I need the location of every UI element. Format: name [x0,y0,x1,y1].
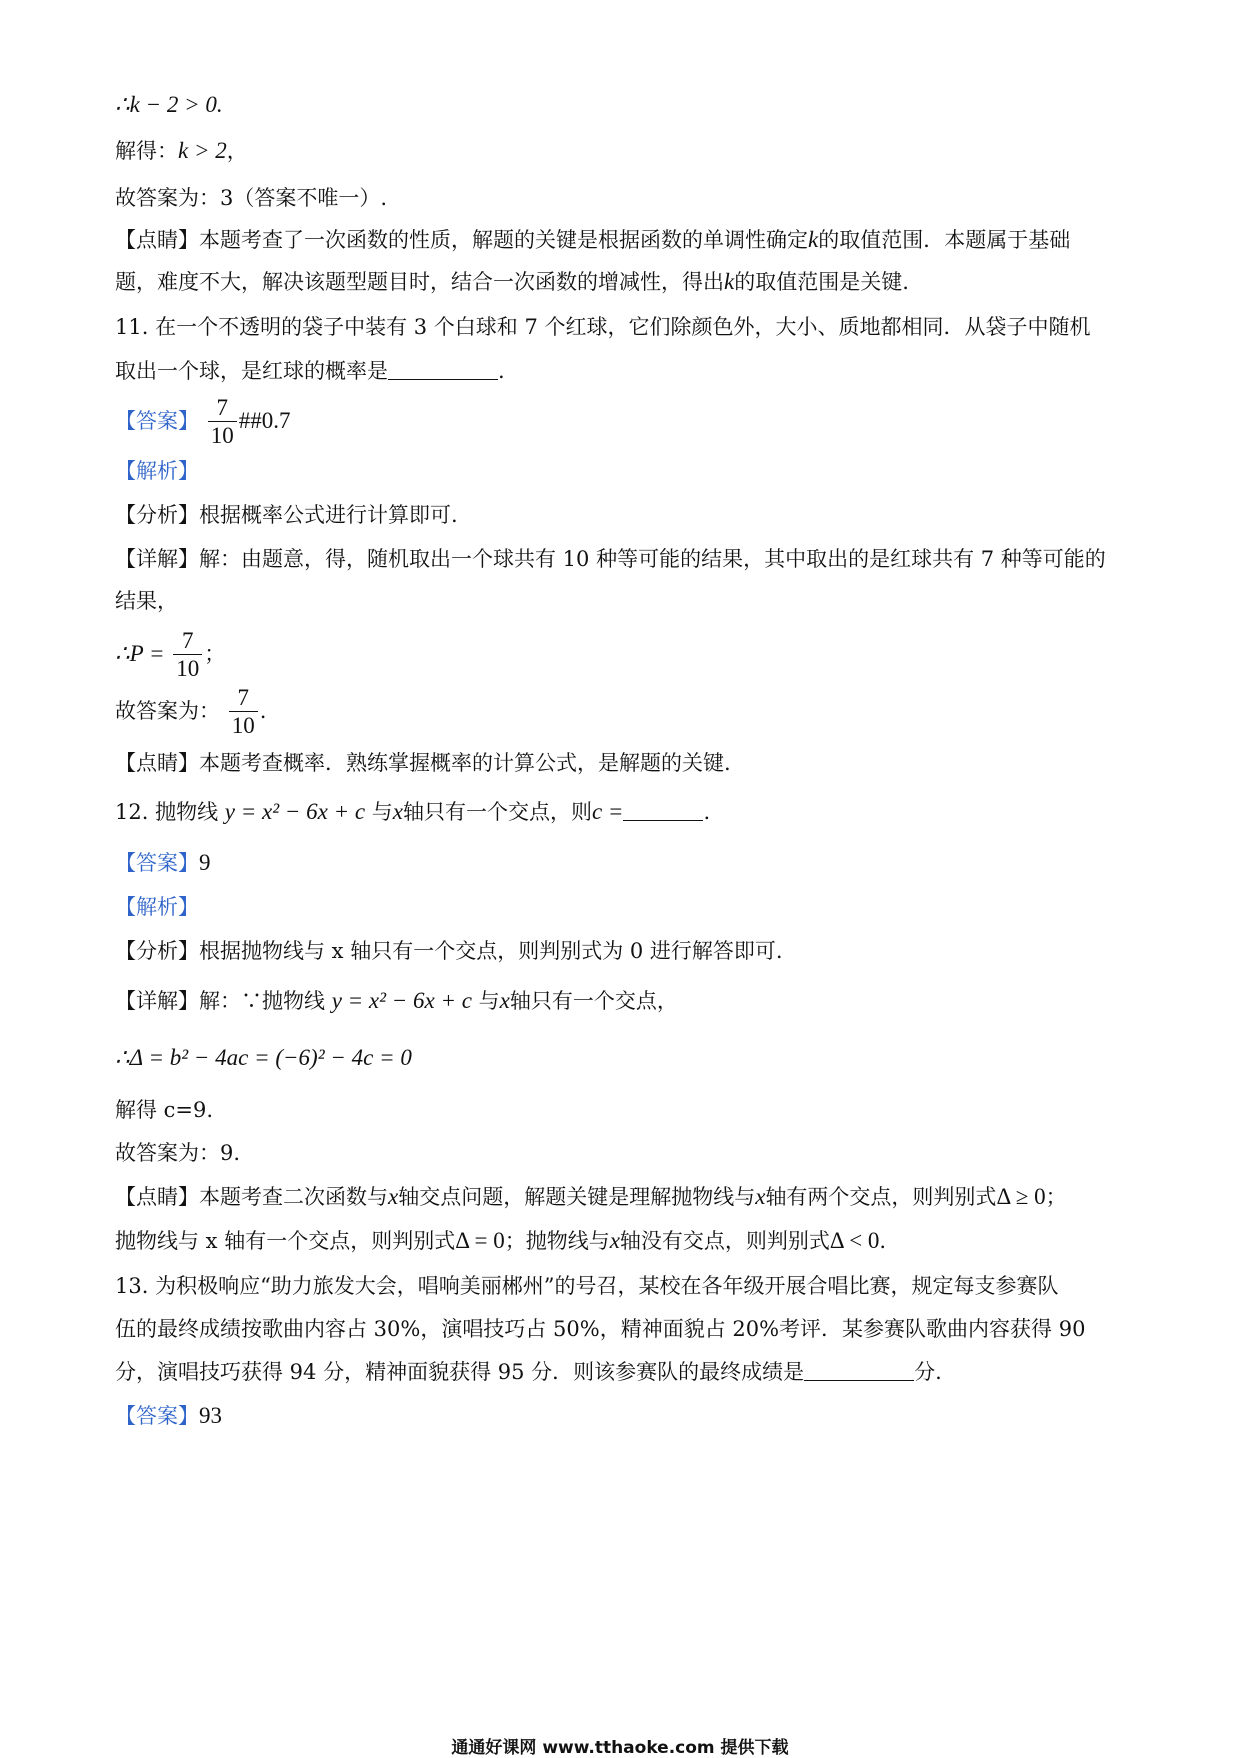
text: 轴交点问题，解题关键是理解抛物线与 [398,1185,756,1209]
text: 伍的最终成绩按歌曲内容占 30%，演唱技巧占 50%，精神面貌占 20%考评．某参赛队歌曲内容获得 90 [115,1317,1086,1341]
text: 解得 c=9. [115,1098,214,1122]
math-k: k [724,269,735,294]
text: 与 [371,800,393,824]
numerator: 7 [216,395,228,420]
math-x: x [499,988,510,1013]
answer-tag: 【答案】 [115,1404,199,1428]
text: . [259,699,267,723]
math-x: x [388,1184,399,1209]
text: 轴只有一个交点， [509,989,678,1013]
fraction-7-10 [208,395,237,450]
text: 轴没有交点，则判别式 [619,1229,830,1253]
q11-xiangjie-line1 [115,544,1106,574]
answer-blank [804,1358,914,1381]
q12-jiede [115,1095,213,1125]
q12-xiangjie [115,986,678,1016]
math-discriminant: ∴Δ = b² − 4ac = (−6)² − 4c = 0 [115,1045,412,1070]
q11-stem-line2 [115,356,505,386]
math-delta-lt-0: Δ < 0 [829,1228,880,1253]
text: . [498,359,505,383]
text: 故答案为：9. [115,1141,241,1165]
text: 【解析】 [115,895,199,919]
text: 的取值范围．本题属于基础 [818,228,1071,252]
denominator: 10 [173,654,202,683]
line-solve-k [115,136,248,166]
math-k-gt-2: k > 2 [178,138,227,163]
q11-p-line [115,626,225,683]
math-parabola: y = x² − 6x + c [224,799,366,824]
text: 抛物线与 x 轴有一个交点，则判别式 [115,1229,456,1253]
q11-analysis-tag [115,456,199,486]
text: 分，演唱技巧获得 94 分，精神面貌获得 95 分．则该参赛队的最终成绩是 [115,1360,805,1384]
q11-answer [115,393,290,450]
q11-dianjing [115,748,731,778]
math-x: x [755,1184,766,1209]
math-text: ∴k − 2 > 0. [115,92,223,117]
text: 12. 抛物线 [115,800,219,824]
math-delta-eq-0: Δ = 0 [455,1228,505,1253]
q12-answer [115,848,211,878]
math-delta-ge-0: Δ ≥ 0 [996,1184,1046,1209]
text: 故答案为： [115,699,220,723]
q13-stem-line2 [115,1314,1085,1344]
text: 【点睛】本题考查二次函数与 [115,1185,388,1209]
numerator: 7 [181,628,194,653]
text: 【分析】根据抛物线与 x 轴只有一个交点，则判别式为 0 进行解答即可. [115,939,783,963]
q11-final [115,683,266,740]
line-dianjing-10b [115,267,909,297]
text: 11. 在一个不透明的袋子中装有 3 个白球和 7 个红球，它们除颜色外，大小、质地都相同．从袋子中随机 [115,315,1091,339]
line-k-minus-2 [115,90,223,120]
math-x: x [609,1228,620,1253]
answer-blank [388,357,498,380]
text: 轴只有一个交点，则 [402,800,592,824]
q12-dianjing-line1 [115,1182,1067,1212]
answer-value: 93 [199,1403,222,1428]
text: ； [1045,1185,1067,1209]
q12-stem [115,797,710,827]
numerator: 7 [237,685,249,710]
text: 【点睛】本题考查了一次函数的性质，解题的关键是根据函数的单调性确定 [115,228,808,252]
fraction-7-10 [229,685,258,740]
fraction-7-10 [173,628,202,683]
text: 【详解】解：由题意，得，随机取出一个球共有 10 种等可能的结果，其中取出的是红球共有 7 种等可能的 [115,547,1106,571]
text: 与 [478,989,500,1013]
q11-fenxi [115,500,458,530]
answer-tag: 【答案】 [115,409,199,433]
q12-final [115,1138,240,1168]
line-answer-3 [115,183,387,213]
q13-stem-line1 [115,1271,1059,1301]
q11-stem-line1 [115,312,1091,342]
q12-dianjing-line2 [115,1226,886,1256]
text: 解得： [115,139,178,163]
answer-tag: 【答案】 [115,851,199,875]
text: 【分析】根据概率公式进行计算即可. [115,503,458,527]
text: 取出一个球，是红球的概率是 [115,359,388,383]
page-footer: 通通好课网 www.tthaoke.com 提供下载 [451,1738,789,1758]
text: 分. [914,1360,942,1384]
math-c-eq: c = [591,799,624,824]
q13-stem-line3 [115,1357,942,1387]
text: 题，难度不大，解决该题型题目时，结合一次函数的增减性，得出 [115,270,724,294]
math-x: x [392,799,403,824]
text: ， [226,139,248,163]
answer-alt: ##0.7 [238,408,291,433]
text: . [879,1229,887,1253]
q12-fenxi [115,936,783,966]
text: 的取值范围是关键. [734,270,909,294]
text: 故答案为：3（答案不唯一）. [115,186,388,210]
text: 结果， [115,589,178,613]
q12-analysis-tag [115,892,199,922]
text: 【详解】解：∵抛物线 [115,989,325,1013]
math-k: k [808,227,819,252]
text: 13. 为积极响应“助力旅发大会，唱响美丽郴州”的号召，某校在各年级开展合唱比赛，规定每支参赛队 [115,1274,1059,1298]
denominator: 10 [229,711,258,740]
q13-answer [115,1401,222,1431]
answer-value: 9 [199,850,211,875]
text: 【解析】 [115,459,199,483]
q11-xiangjie-line2 [115,586,178,616]
text: ；抛物线与 [504,1229,610,1253]
line-dianjing-10a [115,225,1070,255]
q12-delta [115,1043,412,1073]
text: 【点睛】本题考查概率．熟练掌握概率的计算公式，是解题的关键. [115,751,731,775]
text: ； [204,642,226,666]
text: . [703,800,711,824]
math-p-eq: ∴P = [115,641,165,666]
math-parabola: y = x² − 6x + c [331,988,472,1013]
answer-blank [623,798,703,821]
text: 轴有两个交点，则判别式 [765,1185,997,1209]
denominator: 10 [208,421,237,450]
